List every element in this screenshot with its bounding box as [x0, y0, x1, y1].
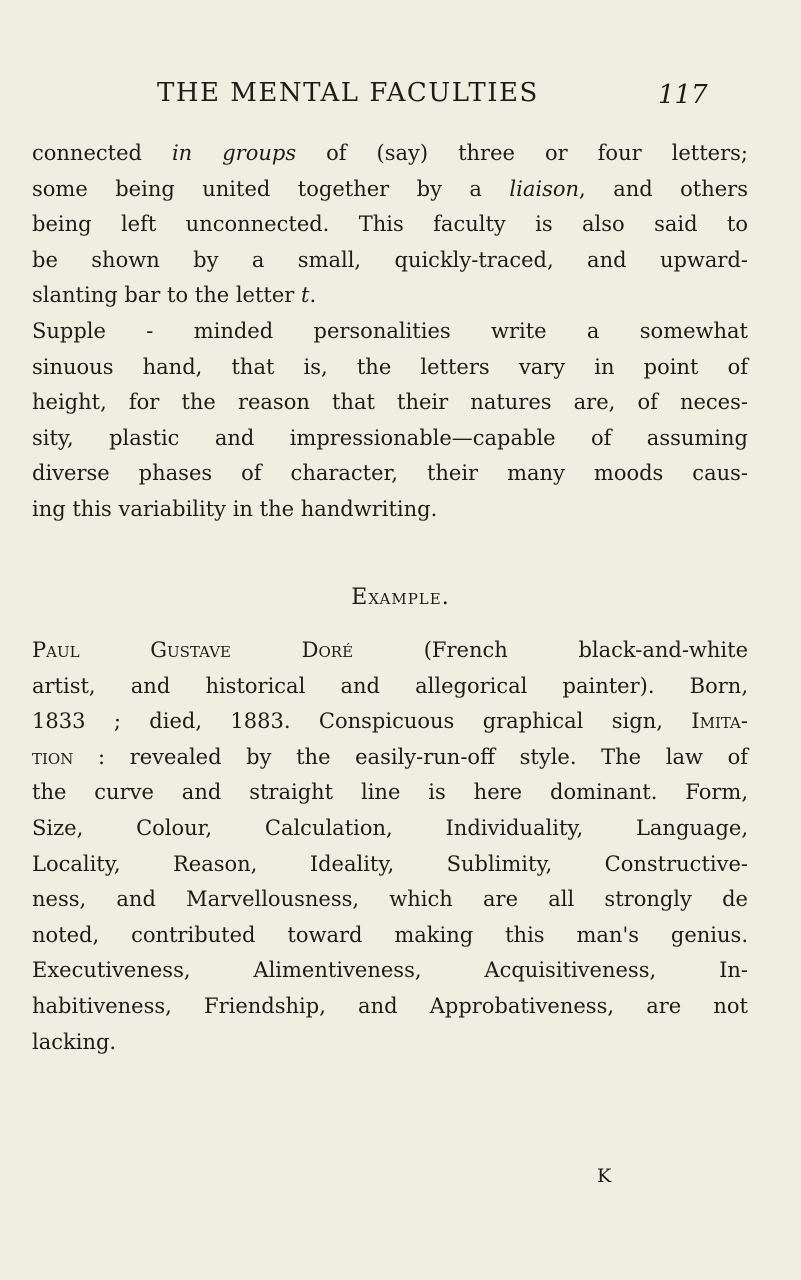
text-line: sinuous hand, that is, the letters vary in point of — [32, 354, 748, 379]
text-line: artist, and historical and allegorical painter). Born, — [32, 673, 748, 698]
text-line: be shown by a small, quickly-traced, and upward- — [32, 247, 748, 272]
paragraph-groups — [32, 136, 748, 314]
signature-mark: K — [597, 1165, 612, 1187]
paragraph-supple-minded — [32, 314, 748, 528]
text-line: diverse phases of character, their many moods caus- — [32, 461, 748, 486]
text-line: some being united together by a liaison, and others — [32, 176, 748, 201]
text-line: slanting bar to the letter t. — [32, 283, 317, 308]
text-line: Size, Colour, Calculation, Individuality, Language, — [32, 815, 748, 840]
text-line: Paul Gustave Doré (French black-and-white — [32, 638, 748, 662]
text-line: ing this variability in the handwriting. — [32, 496, 438, 521]
example-heading: Example. — [351, 585, 450, 610]
body-text-top — [32, 136, 748, 528]
running-title: THE MENTAL FACULTIES — [157, 78, 539, 108]
text-line: connected in groups of (say) three or four letters; — [32, 141, 748, 165]
text-line: habitiveness, Friendship, and Approbativeness, are not — [32, 993, 748, 1018]
page-number: 117 — [658, 80, 708, 110]
text-line: lacking. — [32, 1029, 117, 1054]
person-name: Paul Gustave Doré — [32, 638, 354, 662]
text-line: Supple - minded personalities write a somewhat — [32, 318, 748, 343]
text-line: the curve and straight line is here dominant. Form, — [32, 780, 748, 805]
text-line: sity, plastic and impressionable—capable of assuming — [32, 425, 748, 450]
text-line: height, for the reason that their natures are, of neces- — [32, 390, 748, 415]
body-text-example — [32, 633, 748, 1060]
paragraph-dore — [32, 633, 748, 1060]
text-line: noted, contributed toward making this man's genius. — [32, 922, 748, 947]
text-line: tion : revealed by the easily-run-off style. The law of — [32, 744, 748, 769]
text-line: Executiveness, Alimentiveness, Acquisitiveness, In- — [32, 958, 748, 983]
text-line: 1833 ; died, 1883. Conspicuous graphical sign, Imita- — [32, 709, 748, 734]
text-line: Locality, Reason, Ideality, Sublimity, Constructive- — [32, 851, 748, 876]
text-line: being left unconnected. This faculty is also said to — [32, 212, 748, 237]
text-line: ness, and Marvellousness, which are all strongly de — [32, 887, 748, 912]
